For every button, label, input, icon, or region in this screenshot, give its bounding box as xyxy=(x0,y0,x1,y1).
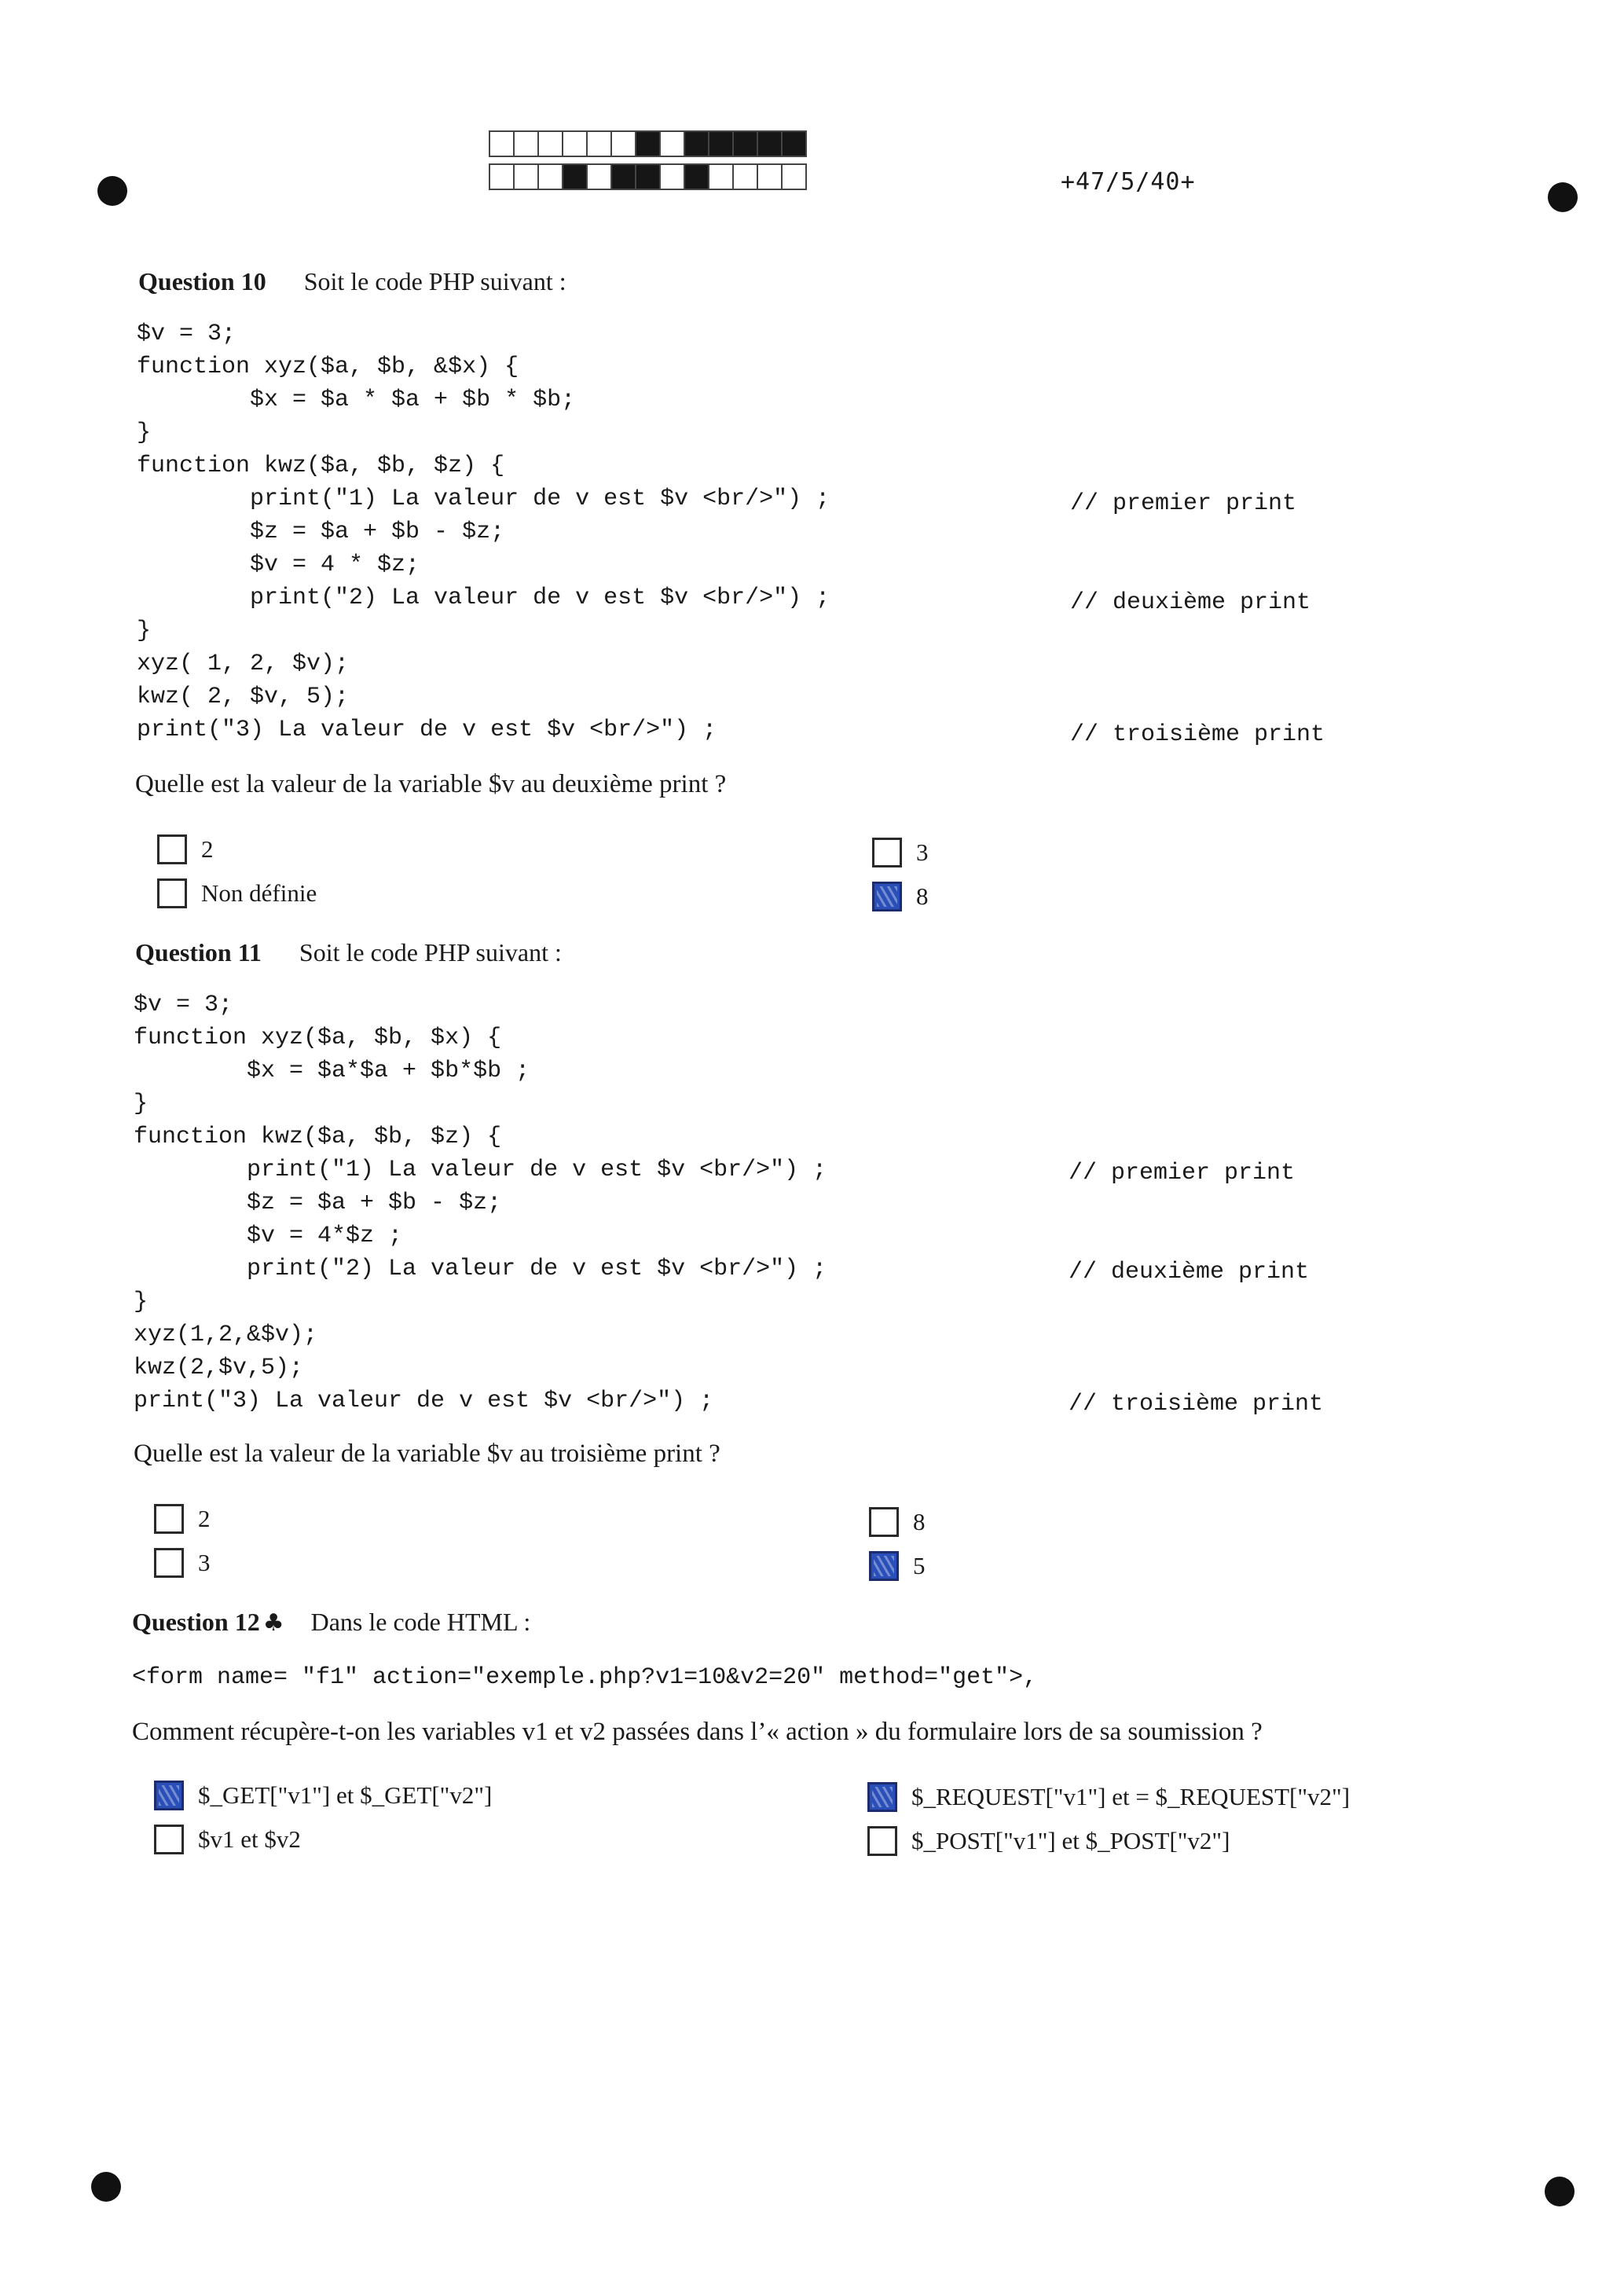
code-line: $x = $a*$a + $b*$b ; xyxy=(134,1058,530,1084)
barcode-cell xyxy=(489,163,515,190)
barcode-cell xyxy=(562,163,588,190)
code-line: $v = 3; xyxy=(137,321,236,347)
barcode-cell xyxy=(781,130,807,157)
code-line: $v = 4 * $z; xyxy=(137,552,420,578)
checkbox[interactable] xyxy=(867,1782,897,1812)
code-line: $v = 3; xyxy=(134,992,233,1018)
barcode-cell xyxy=(659,130,685,157)
barcode-cell xyxy=(537,130,563,157)
code-line: print("2) La valeur de v est $v <br/>") ; xyxy=(134,1256,827,1282)
checkbox[interactable] xyxy=(869,1507,899,1537)
checkbox[interactable] xyxy=(872,838,902,867)
barcode-cell xyxy=(684,130,709,157)
barcode-cell xyxy=(537,163,563,190)
question-11-prompt: Quelle est la valeur de la variable $v au troisième print ? xyxy=(134,1440,720,1468)
code-line: $x = $a * $a + $b * $b; xyxy=(137,387,576,413)
code-line: function xyz($a, $b, $x) { xyxy=(134,1025,502,1051)
code-line: $z = $a + $b - $z; xyxy=(134,1190,502,1216)
registration-dot-bottom-right xyxy=(1545,2177,1575,2206)
barcode-cell xyxy=(684,163,709,190)
barcode-cell xyxy=(708,163,734,190)
code-line: } xyxy=(137,420,152,446)
barcode-cell xyxy=(659,163,685,190)
checkbox[interactable] xyxy=(154,1504,184,1534)
option-label: Non définie xyxy=(201,879,317,907)
question-10-prompt: Quelle est la valeur de la variable $v au deuxième print ? xyxy=(135,770,727,798)
code-line: } xyxy=(134,1091,148,1117)
code-comment: // deuxième print xyxy=(1069,1259,1310,1286)
barcode-cell xyxy=(610,130,636,157)
question-intro: Soit le code PHP suivant : xyxy=(303,267,566,295)
question-number: Question 12 xyxy=(132,1608,260,1636)
code-line: xyz(1,2,&$v); xyxy=(134,1322,318,1348)
checkbox[interactable] xyxy=(869,1551,899,1581)
answer-option[interactable] xyxy=(872,838,929,867)
question-intro: Dans le code HTML : xyxy=(310,1608,531,1636)
code-line: print("1) La valeur de v est $v <br/>") ; xyxy=(137,486,830,512)
question-intro: Soit le code PHP suivant : xyxy=(299,938,562,966)
barcode-cell xyxy=(513,130,539,157)
option-label: 3 xyxy=(916,838,929,866)
code-line: kwz( 2, $v, 5); xyxy=(137,684,350,710)
option-label: 3 xyxy=(198,1549,211,1576)
question-10-code xyxy=(137,317,830,746)
code-line: } xyxy=(134,1289,148,1315)
code-line: function kwz($a, $b, $z) { xyxy=(134,1124,502,1150)
barcode-cell xyxy=(635,163,661,190)
checkbox[interactable] xyxy=(157,834,187,864)
question-number: Question 11 xyxy=(135,938,262,966)
checkbox[interactable] xyxy=(154,1548,184,1578)
code-line: print("3) La valeur de v est $v <br/>") ; xyxy=(134,1388,714,1414)
barcode-row-2 xyxy=(489,163,805,190)
checkbox[interactable] xyxy=(154,1781,184,1810)
option-label: $v1 et $v2 xyxy=(198,1825,301,1853)
question-10-title xyxy=(138,267,566,296)
code-comment: // troisième print xyxy=(1070,721,1325,748)
code-line: function kwz($a, $b, $z) { xyxy=(137,453,505,479)
option-label: $_REQUEST["v1"] et = $_REQUEST["v2"] xyxy=(911,1783,1351,1810)
code-comment: // deuxième print xyxy=(1070,589,1311,616)
barcode-cell xyxy=(635,130,661,157)
question-12-code: <form name= "f1" action="exemple.php?v1=10&v2=20" method="get">, xyxy=(132,1664,1038,1691)
answer-option[interactable] xyxy=(867,1782,1350,1812)
question-12-title xyxy=(132,1608,530,1637)
checkbox[interactable] xyxy=(867,1826,897,1856)
registration-dot-top-right xyxy=(1548,182,1578,212)
code-line: function xyz($a, $b, &$x) { xyxy=(137,354,519,380)
barcode-cell xyxy=(757,130,783,157)
barcode-cell xyxy=(610,163,636,190)
question-11-title xyxy=(135,938,562,967)
option-label: $_GET["v1"] et $_GET["v2"] xyxy=(198,1781,493,1809)
barcode-cell xyxy=(781,163,807,190)
barcode-cell xyxy=(708,130,734,157)
answer-option[interactable] xyxy=(154,1504,211,1534)
option-label: $_POST["v1"] et $_POST["v2"] xyxy=(911,1827,1230,1854)
option-label: 8 xyxy=(913,1508,926,1535)
barcode-cell xyxy=(586,130,612,157)
option-label: 2 xyxy=(198,1505,211,1532)
multiple-answer-club-icon: ♣ xyxy=(262,1609,284,1637)
barcode-cell xyxy=(732,163,758,190)
answer-option[interactable] xyxy=(869,1551,926,1581)
registration-dot-bottom-left xyxy=(91,2172,121,2202)
code-line: print("1) La valeur de v est $v <br/>") ; xyxy=(134,1157,827,1183)
answer-option[interactable] xyxy=(872,882,929,911)
barcode-cell xyxy=(513,163,539,190)
barcode-cell xyxy=(732,130,758,157)
checkbox[interactable] xyxy=(157,878,187,908)
answer-option[interactable] xyxy=(157,834,214,864)
barcode-row-1 xyxy=(489,130,805,157)
code-line: kwz(2,$v,5); xyxy=(134,1355,304,1381)
registration-dot-top-left xyxy=(97,176,127,206)
checkbox[interactable] xyxy=(154,1825,184,1854)
option-label: 2 xyxy=(201,835,214,863)
code-comment: // premier print xyxy=(1069,1160,1296,1187)
answer-option[interactable] xyxy=(869,1507,926,1537)
answer-option[interactable] xyxy=(154,1781,492,1810)
option-label: 8 xyxy=(916,882,929,910)
code-line: xyz( 1, 2, $v); xyxy=(137,651,350,677)
code-comment: // troisième print xyxy=(1069,1391,1324,1418)
answer-option[interactable] xyxy=(154,1825,301,1854)
code-line: $z = $a + $b - $z; xyxy=(137,519,505,545)
question-11-code xyxy=(134,988,827,1418)
barcode-cell xyxy=(757,163,783,190)
code-line: } xyxy=(137,618,152,644)
checkbox[interactable] xyxy=(872,882,902,911)
question-number: Question 10 xyxy=(138,267,266,295)
code-line: print("3) La valeur de v est $v <br/>") ; xyxy=(137,717,717,743)
barcode-cell xyxy=(562,130,588,157)
question-12-prompt: Comment récupère-t-on les variables v1 et v2 passées dans l’« action » du formulaire lors de sa soumission ? xyxy=(132,1718,1263,1746)
code-line: $v = 4*$z ; xyxy=(134,1223,403,1249)
answer-option[interactable] xyxy=(157,878,317,908)
option-label: 5 xyxy=(913,1552,926,1579)
answer-option[interactable] xyxy=(867,1826,1230,1856)
code-comment: // premier print xyxy=(1070,490,1297,517)
page-code: +47/5/40+ xyxy=(1061,168,1196,196)
barcode-cell xyxy=(586,163,612,190)
code-line: print("2) La valeur de v est $v <br/>") ; xyxy=(137,585,830,611)
barcode-cell xyxy=(489,130,515,157)
answer-option[interactable] xyxy=(154,1548,211,1578)
